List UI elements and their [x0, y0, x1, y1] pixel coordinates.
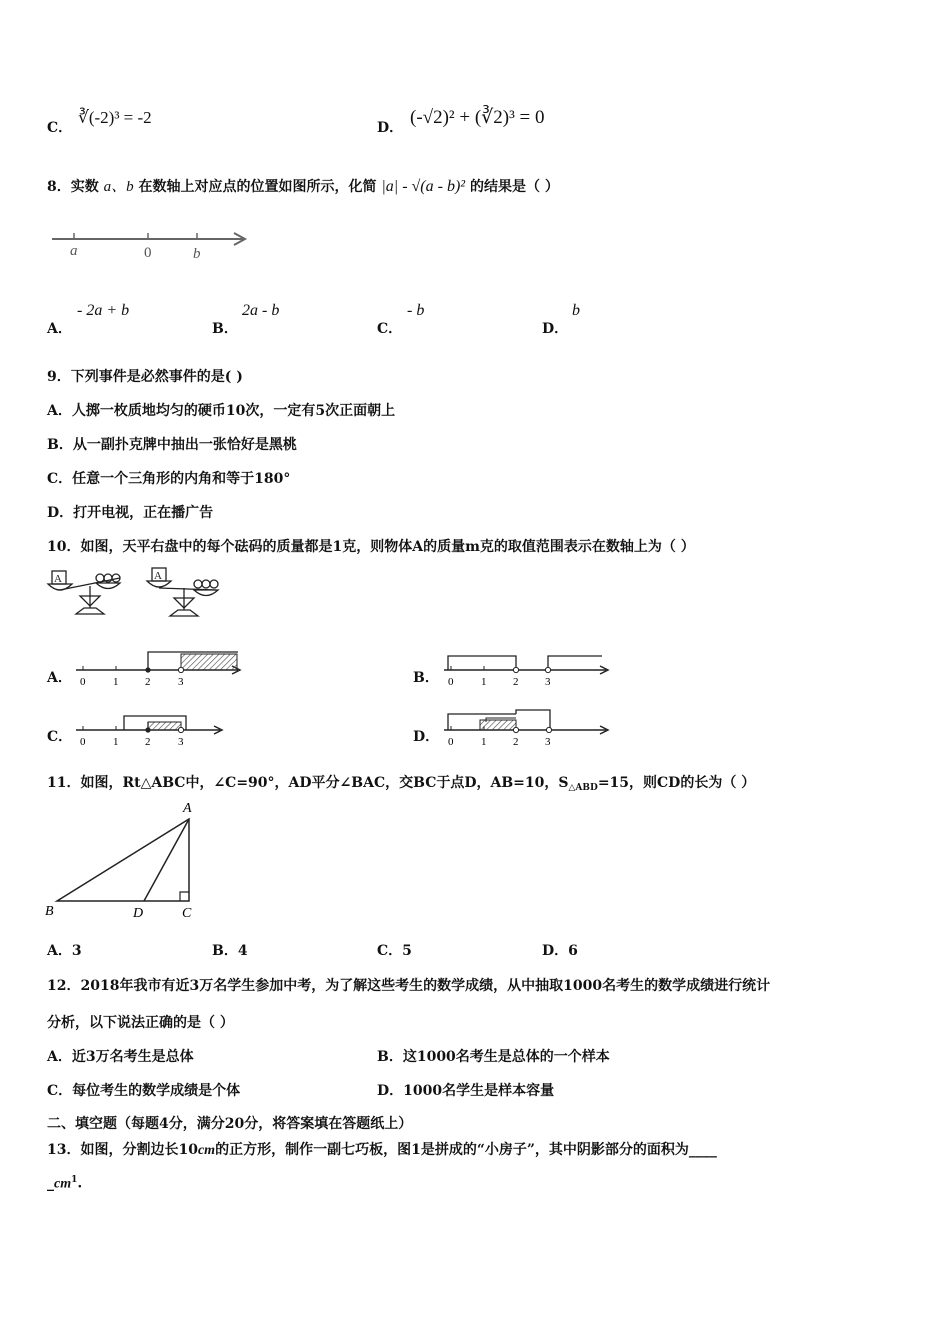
q11-option-c-label: C．: [377, 943, 403, 959]
q11-stem-b: =15，则CD的长为（ ）: [597, 775, 756, 791]
q10-tick-label-0: 0: [80, 676, 86, 688]
q8-option-a-label: A．: [47, 321, 72, 337]
q11-option-d-text: 6: [568, 943, 578, 959]
q10-tick-label-1: 1: [481, 736, 487, 748]
q7-option-d-label: D．: [377, 120, 404, 136]
q9-option-c: C．任意一个三角形的内角和等于180°: [47, 471, 291, 487]
q11-point-c: C: [182, 906, 192, 921]
q8-axis-label-b: b: [193, 246, 201, 262]
q7-option-d-expr: (-√2)² + (∛2)³ = 0: [410, 107, 545, 128]
q13-line1-b: 的正方形，制作一副七巧板，图1是拼成的“小房子”，其中阴影部分的面积为____: [215, 1142, 717, 1158]
q10-tick-label-0: 0: [448, 736, 454, 748]
q7-option-c-label: C．: [47, 120, 73, 136]
q10-option-d-label: D．: [413, 729, 440, 745]
q8-axis-label-0: 0: [144, 245, 152, 261]
q8-option-b-text: 2a - b: [242, 302, 280, 319]
q12-stem-line2: 分析，以下说法正确的是（ ）: [47, 1015, 234, 1031]
section-title-fill-in: 二、填空题（每题4分，满分20分，将答案填在答题纸上）: [47, 1116, 413, 1132]
q12-option-c: C．每位考生的数学成绩是个体: [47, 1083, 241, 1099]
q11-option-a-text: 3: [71, 943, 82, 959]
q13-line2: [47, 1175, 82, 1193]
q8-stem: [47, 175, 559, 196]
q8-option-d-text: b: [572, 302, 580, 319]
q10-tick-label-3: 3: [178, 676, 184, 688]
q12-option-b: B．这1000名考生是总体的一个样本: [377, 1049, 610, 1065]
q10-option-b-line: [440, 648, 615, 690]
q10-balance-figure: [44, 564, 234, 622]
q10-tick-label-1: 1: [113, 676, 119, 688]
q10-option-c-label: C．: [47, 729, 73, 745]
q10-option-c-line: [72, 708, 247, 750]
q9-option-a: A．人掷一枚质地均匀的硬币10次，一定有5次正面朝上: [47, 403, 396, 419]
q11-point-b: B: [45, 904, 54, 919]
q10-option-a-label: A．: [47, 670, 72, 686]
q10-box-a-left: A: [54, 573, 62, 585]
q8-stem-c: 的结果是（ ）: [469, 179, 559, 195]
q13-line2-b: .: [77, 1175, 83, 1192]
q10-tick-label-2: 2: [145, 736, 151, 748]
q8-option-b-label: B．: [212, 321, 238, 337]
q12-stem-line1: 12．2018年我市有近3万名学生参加中考，为了解这些考生的数学成绩，从中抽取1000名考生的数学成绩进行统计: [47, 978, 771, 994]
q10-tick-label-0: 0: [448, 676, 454, 688]
q10-stem: 10．如图，天平右盘中的每个砝码的质量都是1克，则物体A的质量m克的取值范围表示在数轴上为（ ）: [47, 539, 695, 555]
q9-option-d: D．打开电视，正在播广告: [47, 505, 214, 521]
q10-tick-label-2: 2: [513, 676, 519, 688]
q11-stem-a: 11．如图，Rt△ABC中，∠C=90°，AD平分∠BAC，交BC于点D，AB=10，S: [47, 775, 569, 791]
q11-point-a: A: [183, 801, 192, 816]
q10-tick-label-1: 1: [481, 676, 487, 688]
q13-line2-unit: cm: [54, 1176, 72, 1192]
q10-option-b-label: B．: [413, 670, 439, 686]
q11-stem-sub: △ABD: [568, 783, 598, 793]
q10-tick-label-2: 2: [145, 676, 151, 688]
q10-tick-label-3: 3: [545, 676, 551, 688]
q10-box-a-right: A: [154, 570, 162, 582]
q9-option-b: B．从一副扑克牌中抽出一张恰好是黑桃: [47, 437, 297, 453]
q8-expr: |a| - √(a - b)²: [381, 178, 466, 195]
q8-vars: a、b: [103, 179, 134, 195]
q11-stem: [47, 772, 755, 793]
q11-option-b-text: 4: [237, 943, 248, 959]
q13-unit: cm: [197, 1143, 216, 1158]
q12-option-d: D．1000名学生是样本容量: [377, 1083, 555, 1099]
q11-point-d: D: [133, 906, 144, 921]
q10-tick-label-1: 1: [113, 736, 119, 748]
q8-axis-label-a: a: [70, 243, 78, 259]
q10-tick-label-2: 2: [513, 736, 519, 748]
q8-number: 8．: [47, 179, 71, 195]
q11-option-a-label: A．: [47, 943, 72, 959]
q8-number-line: [48, 225, 258, 265]
q8-option-c-label: C．: [377, 321, 403, 337]
q8-stem-b: 在数轴上对应点的位置如图所示，化简: [138, 179, 377, 195]
q10-option-d-line: [440, 708, 615, 750]
q11-option-c-text: 5: [402, 943, 412, 959]
q11-option-d-label: D．: [542, 943, 569, 959]
q13-line2-sup: 1: [71, 1175, 78, 1185]
q8-stem-a: 实数: [70, 179, 99, 195]
q11-option-b: [212, 940, 248, 960]
q11-triangle-figure: [40, 795, 210, 925]
q7-option-c-expr: ∛(-2)³ = -2: [78, 108, 152, 127]
q12-option-a: A．近3万名考生是总体: [47, 1049, 194, 1065]
q10-tick-label-3: 3: [178, 736, 184, 748]
q13-line1: [47, 1139, 717, 1159]
q11-option-a: [47, 940, 82, 960]
q9-stem: 9．下列事件是必然事件的是( ): [47, 369, 243, 385]
q8-option-d-label: D．: [542, 321, 569, 337]
q10-tick-label-3: 3: [545, 736, 551, 748]
q10-tick-label-0: 0: [80, 736, 86, 748]
q11-option-b-label: B．: [212, 943, 238, 959]
q11-option-d: [542, 940, 578, 960]
q8-option-c-text: - b: [407, 302, 425, 319]
q8-option-a-text: - 2a + b: [77, 302, 130, 319]
q13-line1-a: 13．如图，分割边长10: [47, 1142, 198, 1158]
q11-option-c: [377, 940, 412, 960]
q10-option-a-line: [72, 648, 247, 690]
q13-line2-a: _: [47, 1175, 54, 1192]
